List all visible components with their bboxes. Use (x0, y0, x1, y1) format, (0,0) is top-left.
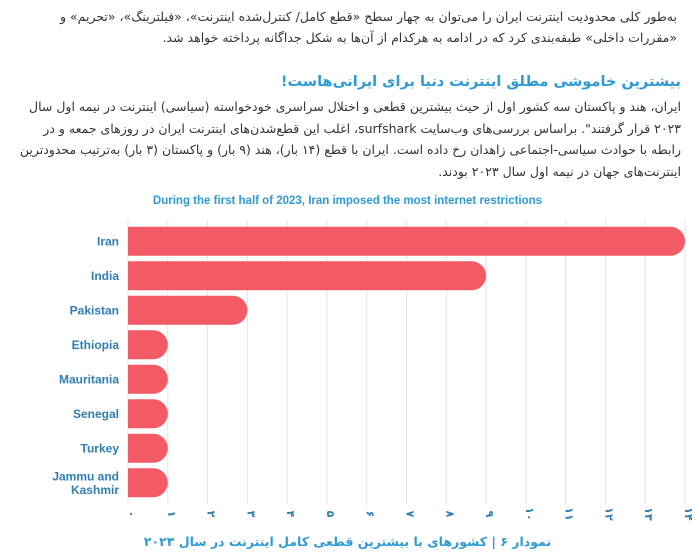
tick-label: ۷ (403, 510, 417, 518)
category-label: Jammu and Kashmir (52, 469, 119, 498)
bar-base (128, 330, 143, 359)
chart-title: During the first half of 2023, Iran imposed the most internet restrictions (152, 195, 543, 207)
bar-pakistan (128, 296, 247, 325)
tick-label: ۴ (284, 510, 298, 518)
tick-label: ۱۰ (522, 507, 536, 521)
tick-label-layer (125, 507, 695, 521)
category-label: India (90, 268, 119, 283)
tick-label: ۱۳ (642, 507, 656, 521)
tick-label: ۱۴ (682, 507, 695, 521)
tick-label: ۸ (443, 510, 457, 518)
tick-label: ۹ (483, 510, 497, 518)
bar-india (128, 261, 486, 290)
body-paragraph: ایران، هند و پاکستان سه کشور اول از حیث بیشترین قطعی و اختلال سراسری خودخواسته (سیاسی) اینترنت در نیمه اول سال ۲۰۲۳ قرار گرفتند". براساس بررسی‌های وب‌سایت surfshark، اغلب این قطع‌شدن‌های اینترنت ایران در روزهای جمعه و در رابطه با حوادث سیاسی-اجتماعی زاهدان رخ داده است. ایران با قطع (۱۴ بار)، هند (۹ بار) و پاکستان (۳ بار) به‌ترتیب محدودترین اینترنت‌های جهان در نیمه اول سال ۲۰۲۳ بودند. (19, 99, 681, 179)
tick-label: ۱ (164, 510, 178, 518)
bar-base (128, 227, 143, 256)
category-label: Ethiopia (71, 337, 119, 352)
bar-base (128, 434, 143, 463)
bar-base (128, 365, 143, 394)
tick-label: ۶ (363, 510, 377, 518)
section-heading: بیشترین خاموشی مطلق اینترنت دنیا برای ایرانی‌هاست! (280, 74, 681, 90)
tick-label: ۵ (323, 510, 337, 518)
bar-base (128, 296, 143, 325)
category-label: Turkey (80, 441, 119, 456)
category-label-layer (52, 234, 119, 497)
category-label: Senegal (72, 406, 119, 421)
category-label: Pakistan (69, 303, 119, 318)
tick-label: ۱۱ (562, 507, 576, 521)
intro-paragraph: به‌طور کلی محدودیت اینترنت ایران را می‌توان به چهار سطح «قطع کامل/ کنترل‌شده اینترنت»، «فیلترینگ»، «تحریم» و «مقررات داخلی» طبقه‌بندی کرد که در ادامه به هرکدام از آن‌ها به شکل جداگانه پرداخته خواهد شد. (59, 9, 677, 45)
bar-base (128, 399, 143, 428)
tick-label: ۲ (204, 510, 218, 518)
category-label: Iran (96, 234, 119, 249)
tick-label: ۳ (244, 510, 258, 518)
bar-iran (128, 227, 685, 256)
category-label: Mauritania (58, 372, 119, 387)
bar-chart (0, 212, 695, 530)
bar-base (128, 468, 143, 497)
figure-caption: نمودار ۶ | کشورهای با بیشترین قطعی کامل اینترنت در سال ۲۰۲۳ (143, 534, 552, 549)
bar-base (128, 261, 143, 290)
tick-label: ۰ (125, 510, 138, 518)
tick-label: ۱۲ (602, 507, 616, 521)
